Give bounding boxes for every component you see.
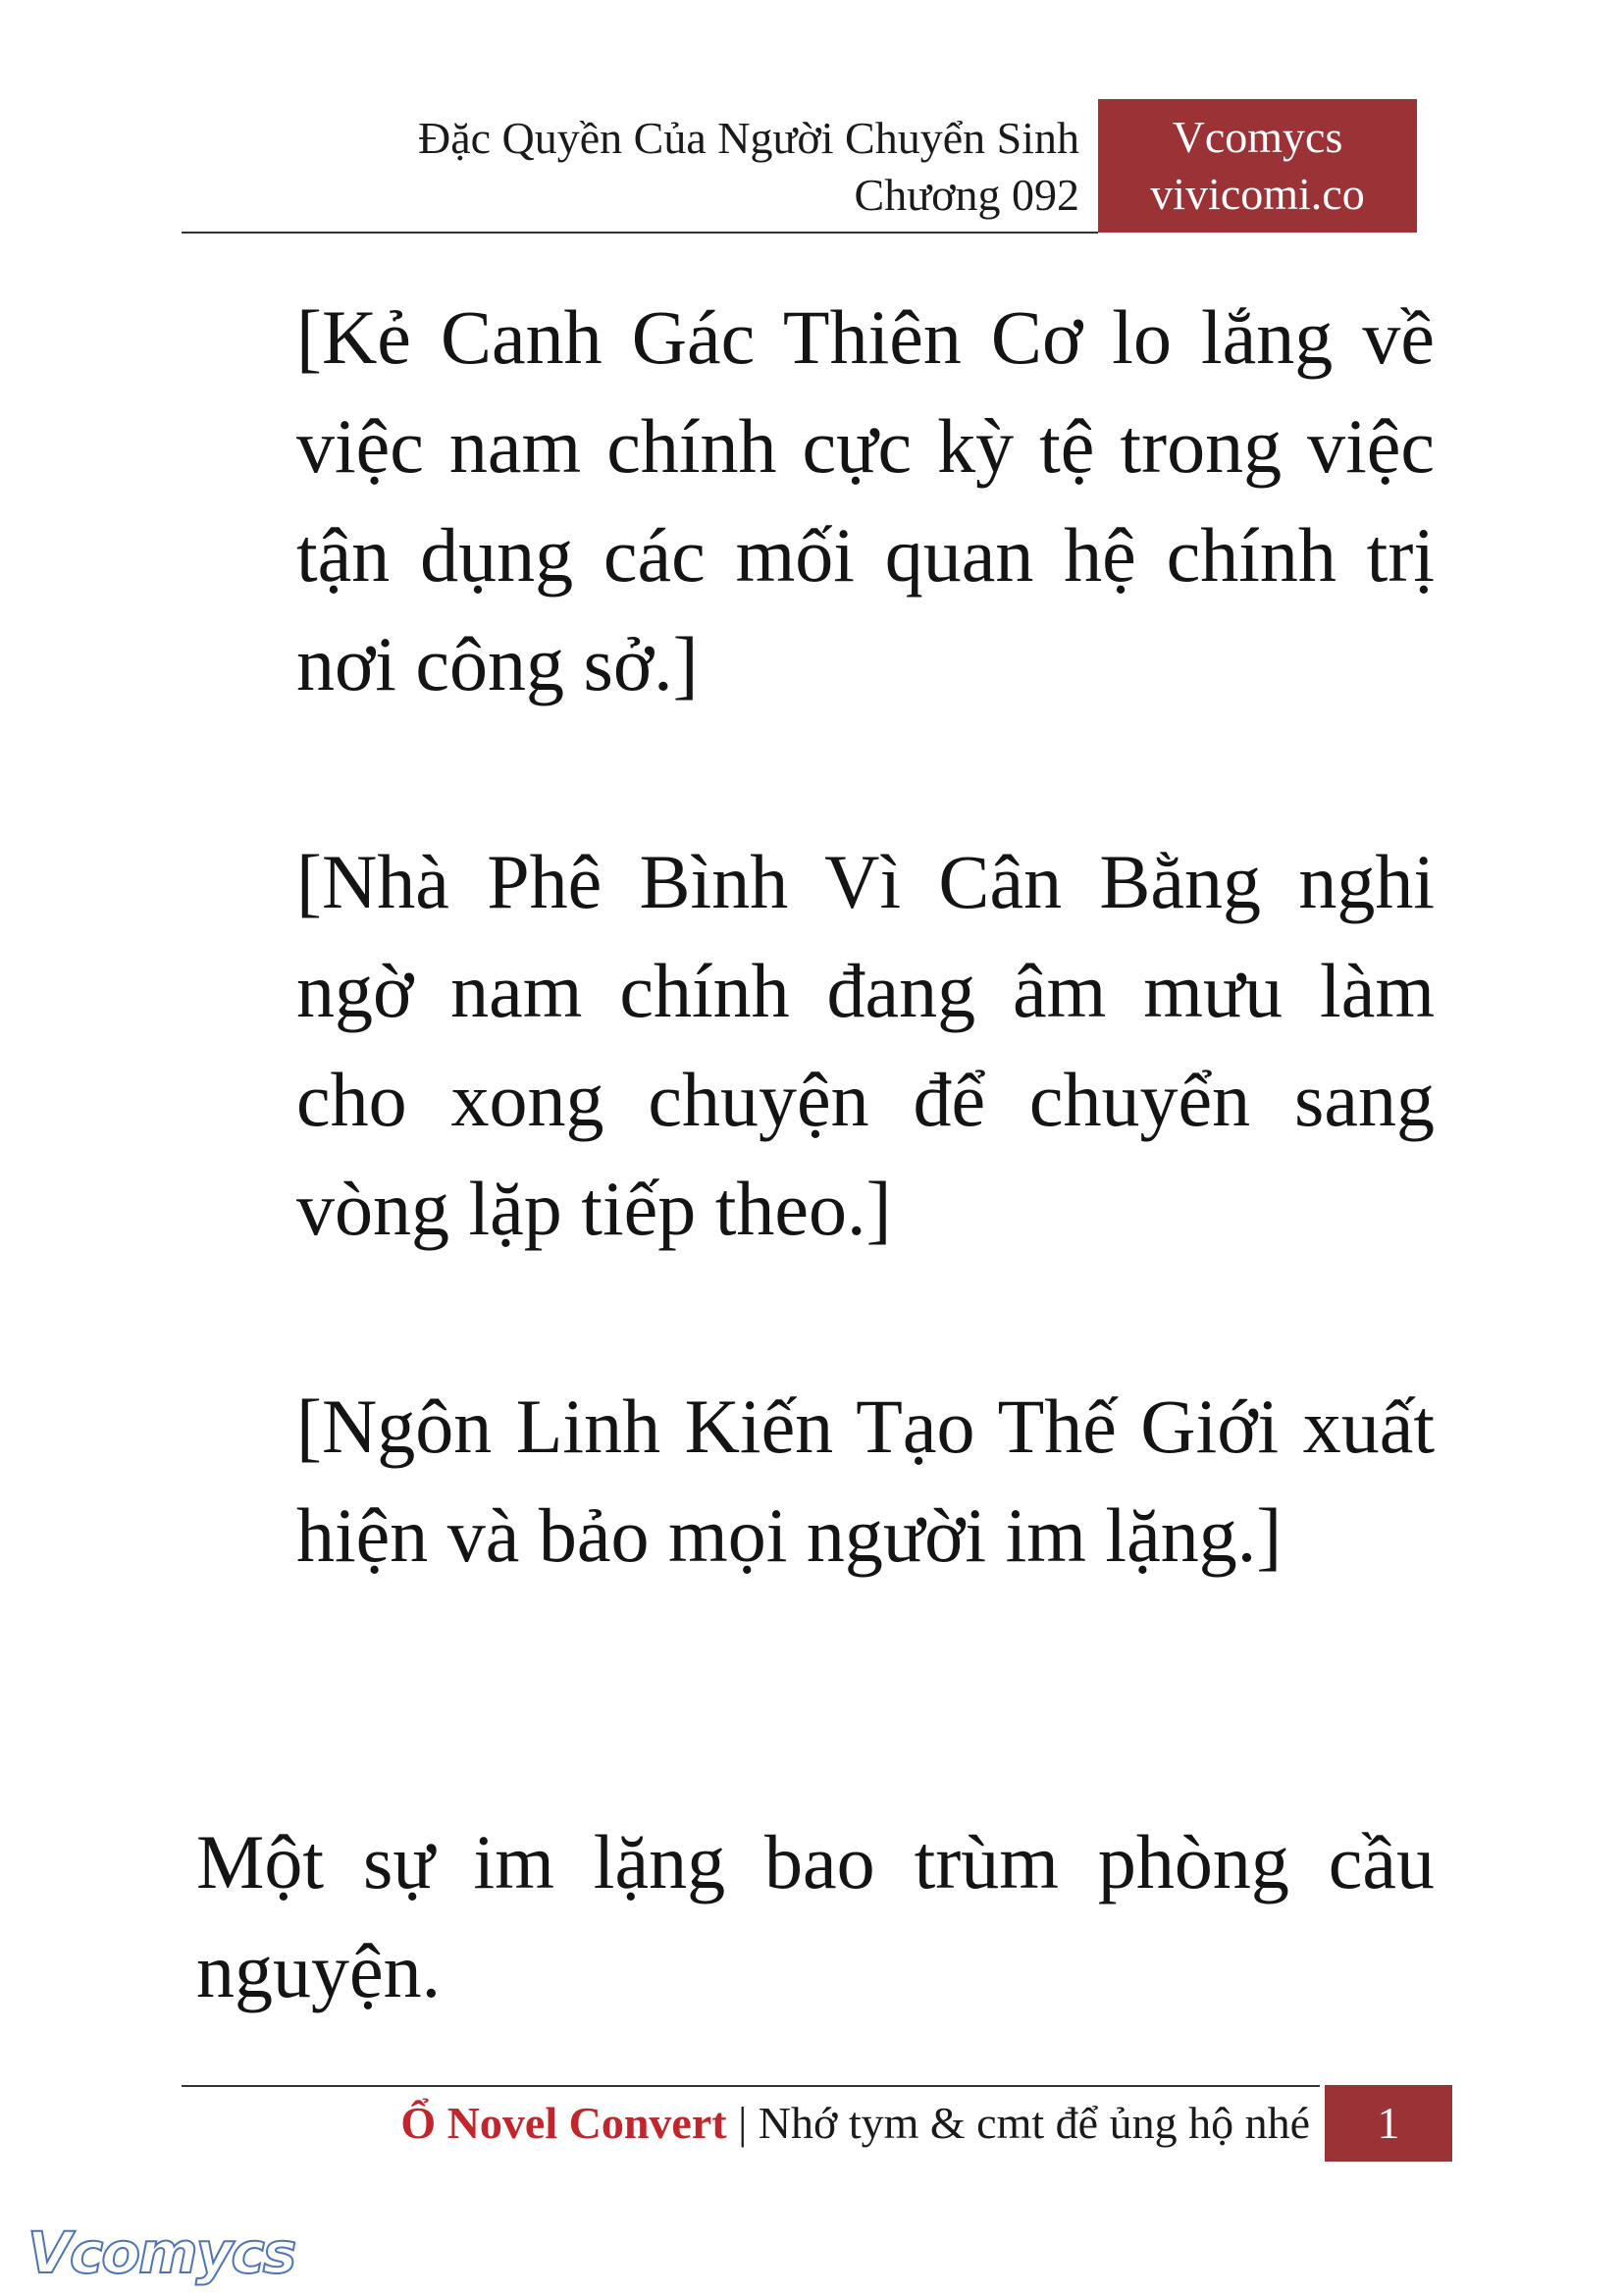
chapter-label: Chương 092: [854, 170, 1079, 220]
paragraph-4: Một sự im lặng bao trùm phòng cầu nguyện.: [196, 1819, 1435, 2013]
header-divider: [182, 232, 1098, 234]
paragraph-1: [Kẻ Canh Gác Thiên Cơ lo lắng về việc nam chính cực kỳ tệ trong việc tận dụng các mối quan hệ chính trị nơi công sở.]: [296, 294, 1435, 706]
footer-divider: [182, 2085, 1320, 2087]
vcomycs-logo: Vcomycs: [27, 2219, 295, 2286]
header-titles: [418, 110, 1079, 224]
site-badge: [1098, 99, 1417, 233]
paragraph-3: [Ngôn Linh Kiến Tạo Thế Giới xuất hiện và bảo mọi người im lặng.]: [296, 1383, 1435, 1578]
story-title: Đặc Quyền Của Người Chuyển Sinh: [417, 113, 1079, 163]
footer-brand: Ổ Novel Convert: [400, 2098, 727, 2148]
page-number: 1: [1325, 2085, 1452, 2162]
page-footer: [400, 2094, 1310, 2153]
paragraph-2: [Nhà Phê Bình Vì Cân Bằng nghi ngờ nam chính đang âm mưu làm cho xong chuyện để chuyển sang vòng lặp tiếp theo.]: [296, 839, 1435, 1251]
footer-message: Nhớ tym & cmt để ủng hộ nhé: [758, 2098, 1310, 2148]
site-badge-url: vivicomi.co: [1150, 169, 1365, 219]
page-header: [0, 0, 1624, 235]
site-badge-name: Vcomycs: [1172, 112, 1343, 162]
footer-separator: |: [738, 2098, 748, 2148]
